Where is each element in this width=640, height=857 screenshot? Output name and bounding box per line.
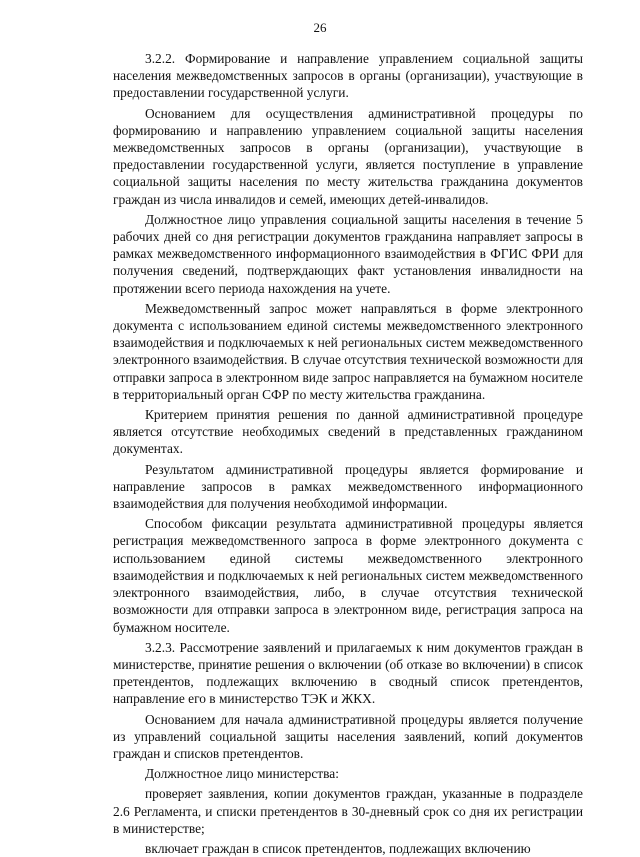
paragraph: Основанием для осуществления административной процедуры по формированию и направлению управлением социальной защиты населения межведомственных запросов в органы (организации), участвующие в предоставлении государственной услуги, является поступление в управление социальной защиты населения по месту жительства гражданина документов граждан из числа инвалидов и семей, имеющих детей-инвалидов. [113, 105, 583, 207]
paragraph: Межведомственный запрос может направляться в форме электронного документа с использованием единой системы межведомственного электронного взаимодействия и подключаемых к ней региональных систем межведомственного электронного взаимодействия. В случае отсутствия технической возможности для отправки запроса в электронном виде запрос направляется на бумажном носителе в территориальный орган СФР по месту жительства гражданина. [113, 300, 583, 402]
paragraph-3-2-3-heading: 3.2.3. Рассмотрение заявлений и прилагаемых к ним документов граждан в министерстве, принятие решения о включении (об отказе во включении) в список претендентов, подлежащих включению в сводный список претендентов, направление его в министерство ТЭК и ЖКХ. [113, 639, 583, 707]
paragraph: Результатом административной процедуры является формирование и направление запросов в рамках межведомственного информационного взаимодействия для получения необходимой информации. [113, 461, 583, 512]
paragraph: Основанием для начала административной процедуры является получение из управлений социальной защиты населения заявлений, копий документов граждан и списков претендентов. [113, 711, 583, 761]
paragraph-3-2-2-heading: 3.2.2. Формирование и направление управлением социальной защиты населения межведомственных запросов в органы (организации), участвующие в предоставлении государственной услуги. [113, 51, 583, 101]
paragraph: включает граждан в список претендентов, подлежащих включению [145, 840, 531, 856]
paragraph: Способом фиксации результата административной процедуры является регистрация межведомственного запроса в форме электронного документа с использованием единой системы межведомственного электронного взаимодействия и подключаемых к ней региональных систем межведомственного электронного взаимодействия, либо, в случае отсутствия технической возможности для отправки запроса в электронном виде, регистрация запроса на бумажном носителе. [113, 516, 583, 635]
page-number: 26 [313, 20, 327, 35]
paragraph: Должностное лицо управления социальной защиты населения в течение 5 рабочих дней со дня регистрации документов гражданина направляет запросы в рамках межведомственного информационного взаимодействия в ФГИС ФРИ для получения сведений, подтверждающих факт установления инвалидности на протяжении всего периода нахождения на учете. [113, 211, 583, 296]
paragraph: Должностное лицо министерства: [145, 766, 339, 782]
document-body [113, 50, 583, 857]
paragraph: Критерием принятия решения по данной административной процедуре является отсутствие необходимых сведений в представленных гражданином документах. [113, 407, 583, 457]
paragraph: проверяет заявления, копии документов граждан, указанные в подразделе 2.6 Регламента, и списки претендентов в 30-дневный срок со дня их регистрации в министерстве; [113, 786, 583, 836]
